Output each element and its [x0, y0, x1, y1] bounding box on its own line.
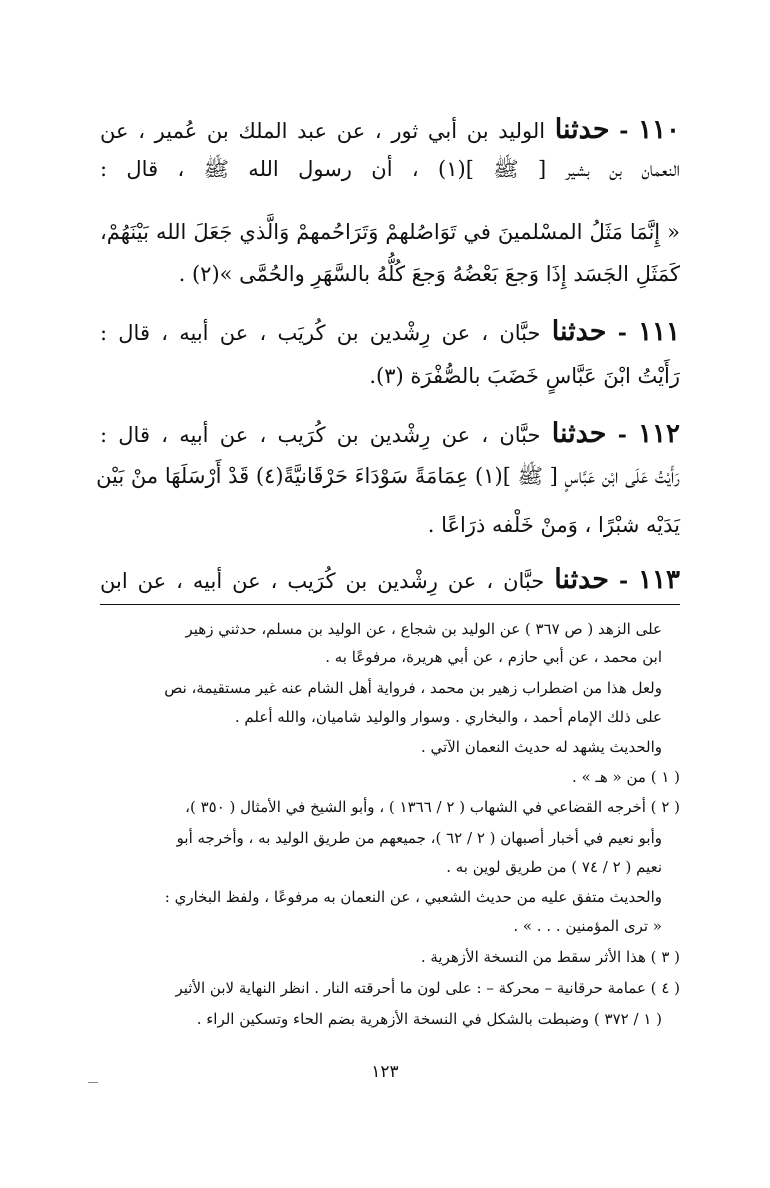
- footnote-2-line-4: والحديث متفق عليه من حديث الشعبي ، عن النعمان به مرفوعًا ، ولفظ البخاري :: [164, 888, 662, 906]
- hadith-111-line-2: رَأَيْتُ ابْنَ عَبَّاسٍ خَضَبَ بالصُّفْرَة (٣).: [369, 364, 680, 388]
- keyword-haddathana: حدثنا: [551, 316, 607, 347]
- dash: -: [617, 422, 627, 448]
- hadith-text: حبَّان ، عن رِشْدين بن كُريَب ، عن أبيه ، قال :: [100, 321, 541, 345]
- page-number: ١٢٣: [371, 1062, 399, 1082]
- dash: -: [619, 118, 629, 144]
- dash: -: [618, 568, 629, 594]
- footnote-3: ( ٣ ) هذا الأثر سقط من النسخة الأزهرية .: [420, 948, 680, 966]
- keyword-haddathana: حدثنا: [551, 418, 607, 449]
- hadith-number: ١١٠: [638, 115, 680, 145]
- hadith-112-line-2: رَأَيْتُ عَلَى ابْن عَبَّاسٍ [ ﷺ ](١) عِمَامَةً سَوْدَاءَ حَرْقَانيَّةً(٤) قَدْ أَرْسَلَهَا منْ بَيْن: [96, 464, 680, 488]
- hadith-110-line-1: [100, 116, 680, 143]
- hadith-110-line-3: « إِنَّمَا مَثَلُ المسْلمينَ في تَوَاصُلهمْ وَتَرَاحُمهمْ وَالَّذي جَعَلَ الله بَيْنَهُمْ،: [100, 220, 680, 244]
- hadith-111-line-1: [100, 318, 680, 345]
- footnote-2-line-1: ( ٢ ) أخرجه القضاعي في الشهاب ( ٢ / ١٣٦٦ ) ، وأبو الشيخ في الأمثال ( ٣٥٠ )،: [185, 798, 680, 816]
- footnote-1: ( ١ ) من « هـ » .: [571, 768, 680, 786]
- footnote-2-line-3: نعيم ( ٢ / ٧٤ ) من طريق لوين به .: [446, 858, 662, 876]
- hadith-text: الوليد بن أبي ثور ، عن عبد الملك بن عُمير ، عن: [100, 119, 546, 143]
- hadith-110-line-4: كَمَثَلِ الجَسَد إِذَا وَجعَ بَعْضُهُ وَجعَ كُلُّهُ بالسَّهَرِ والحُمَّى »(٢) .: [178, 262, 680, 286]
- hadith-text: حبَّان ، عن رِشْدين بن كُرَيب ، عن أبيه ، قال :: [100, 423, 541, 447]
- scan-mark: [88, 1082, 98, 1083]
- hadith-number: ١١١: [638, 317, 680, 347]
- hadith-113-line-1: [100, 566, 680, 593]
- hadith-110-line-2: النعمان بن بشير [ ﷺ ](١) ، أن رسول الله ﷺ ، قال :: [100, 157, 680, 181]
- footnote-4-line-2: ( ١ / ٣٧٢ ) وضبطت بالشكل في النسخة الأزهرية بضم الحاء وتسكين الراء .: [196, 1010, 662, 1028]
- hadith-112-line-1: [100, 420, 680, 447]
- hadith-112-line-3: يَدَيْه شبْرًا ، وَمنْ خَلْفه ذرَاعًا .: [427, 513, 680, 537]
- hadith-number: ١١٢: [638, 419, 680, 449]
- footnote-separator: [100, 604, 680, 605]
- footnote-continuation-line-1: على الزهد ( ص ٣٦٧ ) عن الوليد بن شجاع ، عن الوليد بن مسلم، حدثني زهير: [185, 620, 662, 638]
- keyword-haddathana: حدثنا: [554, 114, 610, 145]
- footnote-continuation-line-2: ابن محمد ، عن أبي حازم ، عن أبي هريرة، مرفوعًا به .: [325, 648, 662, 666]
- footnote-2-line-2: وأبو نعيم في أخبار أصبهان ( ٢ / ٦٢ )، جميعهم من طريق الوليد به ، وأخرجه أبو: [176, 829, 662, 847]
- footnote-continuation-line-5: والحديث يشهد له حديث النعمان الآتي .: [421, 738, 662, 756]
- footnote-continuation-line-3: ولعل هذا من اضطراب زهير بن محمد ، فرواية أهل الشام عنه غير مستقيمة، نص: [164, 679, 662, 697]
- dash: -: [617, 320, 627, 346]
- hadith-number: ١١٣: [638, 565, 680, 595]
- footnote-continuation-line-4: على ذلك الإمام أحمد ، والبخاري . وسوار والوليد شاميان، والله أعلم .: [234, 708, 662, 726]
- footnote-2-line-5: « ترى المؤمنين . . . » .: [513, 917, 662, 935]
- hadith-text: حبَّان ، عن رِشْدين بن كُرَيب ، عن أبيه ، عن ابن: [100, 569, 545, 593]
- keyword-haddathana: حدثنا: [554, 564, 609, 595]
- footnote-4-line-1: ( ٤ ) عمامة حرقانية – محركة – : على لون ما أحرقته النار . انظر النهاية لابن الأثير: [175, 979, 680, 997]
